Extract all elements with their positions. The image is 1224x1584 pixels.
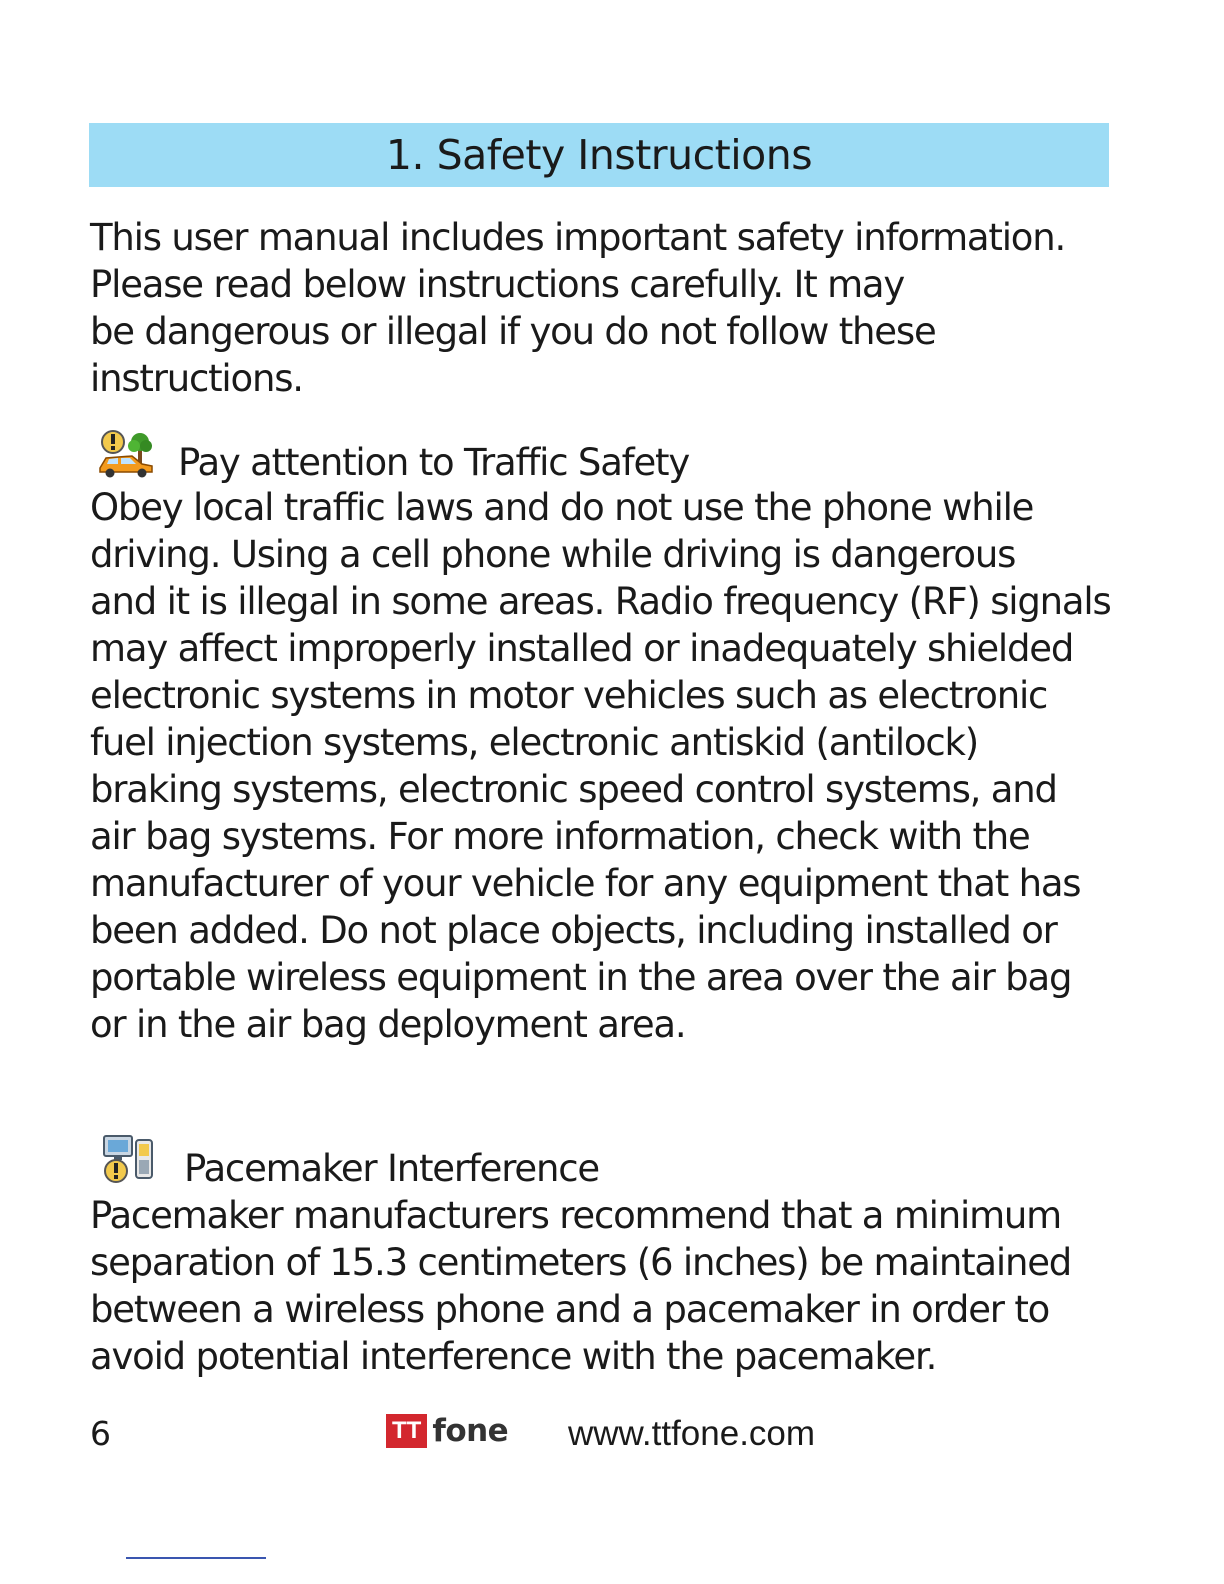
pacemaker-line: separation of 15.3 centimeters (6 inches) be maintained	[90, 1241, 1072, 1284]
logo-tt-mark: TT	[386, 1414, 427, 1448]
pacemaker-title: Pacemaker Interference	[184, 1146, 599, 1190]
intro-line: This user manual includes important safety information.	[90, 216, 1066, 259]
section-header-bar	[89, 123, 1109, 187]
traffic-line: or in the air bag deployment area.	[90, 1003, 686, 1046]
traffic-line: driving. Using a cell phone while driving is dangerous	[90, 533, 1016, 576]
traffic-line: braking systems, electronic speed control systems, and	[90, 768, 1057, 811]
pacemaker-paragraph	[90, 1192, 1120, 1380]
traffic-line: been added. Do not place objects, including installed or	[90, 909, 1057, 952]
traffic-line: fuel injection systems, electronic antiskid (antilock)	[90, 721, 978, 764]
traffic-line: and it is illegal in some areas. Radio frequency (RF) signals	[90, 580, 1111, 623]
traffic-line: portable wireless equipment in the area over the air bag	[90, 956, 1072, 999]
traffic-safety-heading	[178, 432, 689, 492]
logo-fone-text: fone	[432, 1413, 509, 1449]
traffic-safety-paragraph	[90, 484, 1120, 1048]
traffic-line: electronic systems in motor vehicles such as electronic	[90, 674, 1048, 717]
traffic-safety-title: Pay attention to Traffic Safety	[178, 440, 690, 484]
intro-line: be dangerous or illegal if you do not follow these	[90, 310, 936, 353]
page-number: 6	[90, 1414, 111, 1453]
pacemaker-line: between a wireless phone and a pacemaker in order to	[90, 1288, 1050, 1331]
traffic-line: may affect improperly installed or inadequately shielded	[90, 627, 1074, 670]
traffic-line: manufacturer of your vehicle for any equipment that has	[90, 862, 1081, 905]
bottom-divider	[126, 1557, 266, 1559]
traffic-line: air bag systems. For more information, check with the	[90, 815, 1030, 858]
page-title: 1. Safety Instructions	[385, 131, 813, 179]
pacemaker-heading	[184, 1138, 599, 1198]
pacemaker-interference-icon	[100, 1134, 156, 1184]
pacemaker-line: avoid potential interference with the pacemaker.	[90, 1335, 937, 1378]
pacemaker-line: Pacemaker manufacturers recommend that a minimum	[90, 1194, 1062, 1237]
intro-line: Please read below instructions carefully. It may	[90, 263, 905, 306]
traffic-safety-icon	[96, 430, 158, 478]
traffic-line: Obey local traffic laws and do not use the phone while	[90, 486, 1034, 529]
intro-paragraph	[90, 214, 1120, 402]
website-url: www.ttfone.com	[568, 1414, 816, 1453]
ttfone-logo	[386, 1412, 508, 1450]
intro-line: instructions.	[90, 357, 303, 400]
